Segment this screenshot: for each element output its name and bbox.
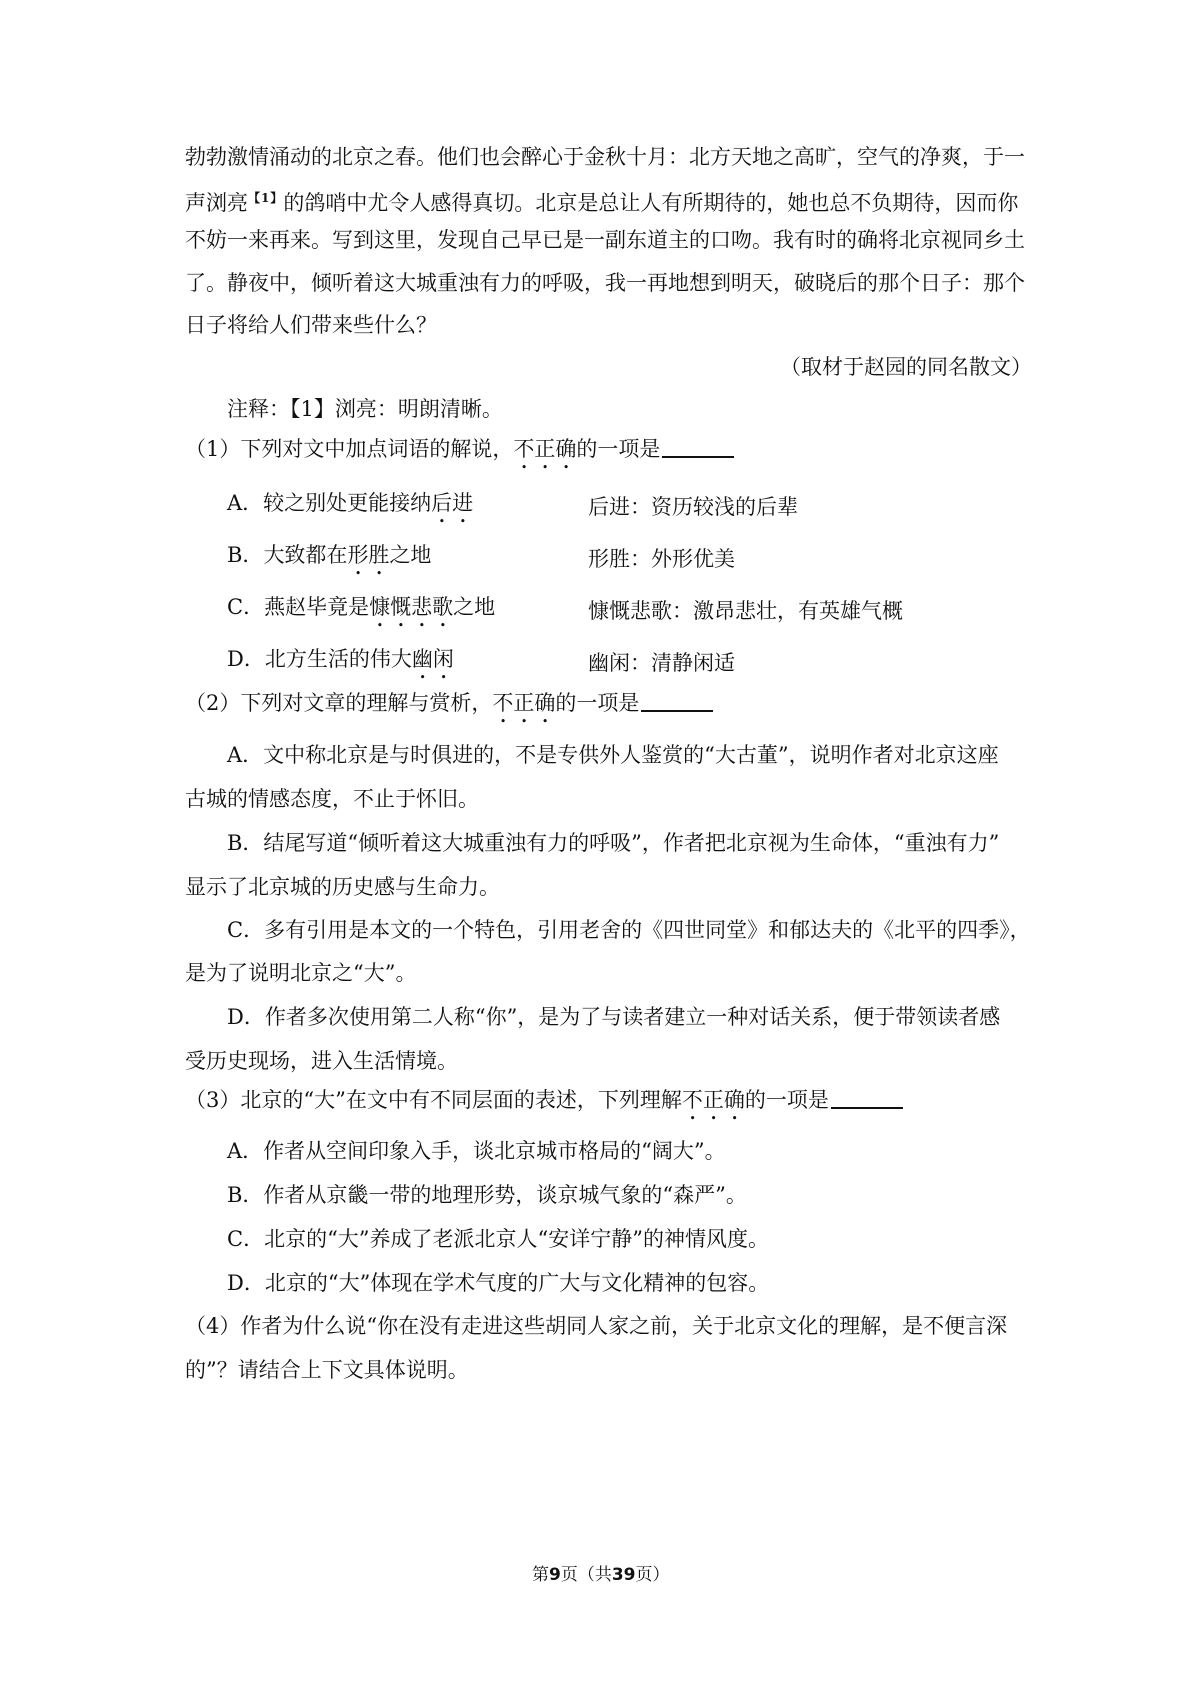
text-segment: B． (227, 543, 264, 567)
passage-line-1: 勃勃激情涌动的北京之春。他们也会醉心于金秋十月：北方天地之高旷，空气的净爽，于一 (185, 145, 1025, 169)
q1-option-b (227, 540, 431, 580)
q1-option-a (227, 488, 473, 528)
passage-line-3: 不妨一来再来。写到这里，发现自己早已是一副东道主的口吻。我有时的确将北京视同乡土 (185, 228, 1025, 252)
q2-option-c-line2: 是为了说明北京之“大”。 (185, 961, 417, 985)
text-segment: 慷慨悲歌 (369, 595, 454, 619)
text-segment: （3）北京的“大”在文中有不同层面的表述，下列理解 (185, 1088, 682, 1112)
page-footer (532, 1560, 670, 1585)
text-segment: 燕赵毕竟是 (264, 595, 370, 619)
q3-option-c: C．北京的“大”养成了老派北京人“安详宁静”的神情风度。 (227, 1227, 770, 1251)
text-segment: 之地 (453, 595, 496, 619)
q1-option-c (227, 592, 495, 632)
text-segment: 的鸽哨中尤令人感得真切。北京是总让人有所期待的，她也总不负期待，因而你 (283, 191, 1019, 215)
q2-option-b-line1: B．结尾写道“倾听着这大城重浊有力的呼吸”，作者把北京视为生命体，“重浊有力” (227, 831, 1000, 855)
text-segment: 不正确 (681, 1088, 745, 1112)
text-segment: 的一项是 (555, 691, 640, 715)
text-segment: 不正确 (492, 691, 556, 715)
text-segment: 幽闲 (411, 647, 454, 671)
answer-blank (641, 690, 713, 712)
q4-stem-line1: （4）作者为什么说“你在没有走进这些胡同人家之前，关于北京文化的理解，是不便言深 (185, 1314, 1008, 1338)
q1-option-d (227, 644, 454, 684)
answer-blank (662, 436, 734, 458)
q1-gloss-a: 后进：资历较浅的后辈 (588, 495, 798, 519)
text-segment: 形胜 (347, 543, 390, 567)
q2-option-d-line1: D．作者多次使用第二人称“你”，是为了与读者建立一种对话关系，便于带领读者感 (227, 1005, 1001, 1029)
page-number: 9 (549, 1565, 561, 1585)
q4-stem-line2: 的”？请结合上下文具体说明。 (185, 1358, 469, 1382)
text-segment: 较之别处更能接纳 (263, 491, 432, 515)
q2-option-a-line1: A．文中称北京是与时俱进的，不是专供外人鉴赏的“大古董”，说明作者对北京这座 (227, 743, 999, 767)
passage-line-5: 日子将给人们带来些什么？ (185, 313, 437, 337)
text-segment: 的一项是 (744, 1088, 829, 1112)
page-total: 39 (611, 1565, 636, 1585)
text-segment: 页（共 (560, 1565, 612, 1585)
q2-option-c-line1: C．多有引用是本文的一个特色，引用老舍的《四世同堂》和郁达夫的《北平的四季》， (227, 918, 1031, 942)
q3-option-d: D．北京的“大”体现在学术气度的广大与文化精神的包容。 (227, 1271, 770, 1295)
q3-option-a: A．作者从空间印象入手，谈北京城市格局的“阔大”。 (227, 1139, 726, 1163)
q2-stem (185, 688, 713, 728)
passage-line-2 (185, 183, 1018, 218)
text-segment: 北方生活的伟大 (264, 647, 412, 671)
text-segment: 之地 (389, 543, 432, 567)
text-segment: 页） (635, 1565, 670, 1585)
q1-gloss-c: 慷慨悲歌：激昂悲壮，有英雄气概 (588, 599, 903, 623)
text-segment: （1）下列对文中加点词语的解说， (185, 437, 514, 461)
passage-note: 注释：【1】浏亮：明朗清晰。 (227, 397, 503, 421)
text-segment: A． (227, 491, 264, 515)
text-segment: 后进 (431, 491, 474, 515)
text-segment: （2）下列对文章的理解与赏析， (185, 691, 493, 715)
passage-line-4: 了。静夜中，倾听着这大城重浊有力的呼吸，我一再地想到明天，破晓后的那个日子：那个 (185, 271, 1025, 295)
text-segment: 大致都在 (263, 543, 348, 567)
q3-option-b: B．作者从京畿一带的地理形势，谈京城气象的“森严”。 (227, 1183, 747, 1207)
footnote-ref: 【1】 (248, 191, 284, 205)
q2-option-a-line2: 古城的情感态度，不止于怀旧。 (185, 787, 479, 811)
text-segment: 第 (532, 1565, 549, 1585)
q1-gloss-b: 形胜：外形优美 (588, 547, 735, 571)
text-segment: C． (227, 595, 265, 619)
answer-blank (831, 1087, 903, 1109)
text-segment: 声浏亮 (185, 191, 248, 215)
q2-option-d-line2: 受历史现场，进入生活情境。 (185, 1049, 458, 1073)
q1-stem (185, 434, 734, 474)
text-segment: 的一项是 (576, 437, 661, 461)
text-segment: 不正确 (513, 437, 577, 461)
text-segment: D． (227, 647, 265, 671)
q3-stem (185, 1085, 903, 1125)
passage-source: （取材于赵园的同名散文） (780, 355, 1032, 379)
q1-gloss-d: 幽闲：清静闲适 (588, 651, 735, 675)
q2-option-b-line2: 显示了北京城的历史感与生命力。 (185, 875, 500, 899)
